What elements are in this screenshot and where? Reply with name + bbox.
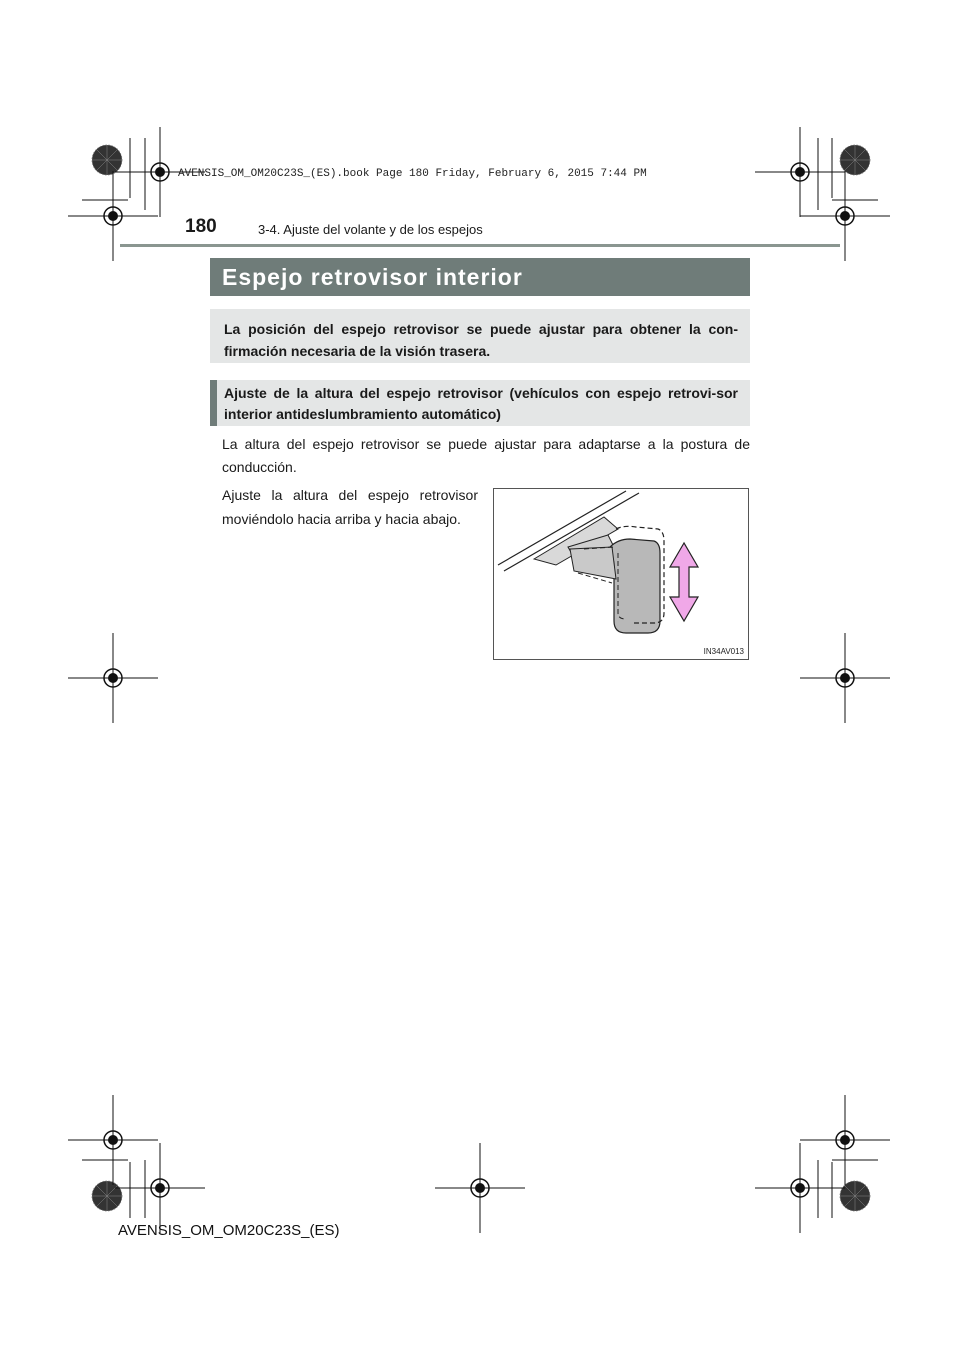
body-paragraph-1: La altura del espejo retrovisor se puede ajustar para adaptarse a la postura de conducción. bbox=[222, 436, 750, 475]
footer-document-code: AVENSIS_OM_OM20C23S_(ES) bbox=[118, 1222, 340, 1239]
body-paragraph-2: Ajuste la altura del espejo retrovisor moviéndolo hacia arriba y hacia abajo. bbox=[222, 487, 478, 527]
subheading-text: Ajuste de la altura del espejo retrovisor (vehículos con espejo retrovi-sor interior antideslumbramiento automático) bbox=[224, 385, 738, 422]
page-number: 180 bbox=[185, 216, 217, 237]
subheading-accent-bar bbox=[210, 380, 217, 426]
subheading-box bbox=[210, 380, 750, 426]
up-down-arrow-icon bbox=[670, 543, 698, 621]
book-file-info: AVENSIS_OM_OM20C23S_(ES).book Page 180 Friday, February 6, 2015 7:44 PM bbox=[178, 168, 647, 180]
mirror-adjust-figure bbox=[493, 488, 749, 660]
title-bar bbox=[210, 258, 750, 296]
intro-text: La posición del espejo retrovisor se puede ajustar para obtener la con-firmación necesaria de la visión trasera. bbox=[224, 321, 738, 359]
page-title: Espejo retrovisor interior bbox=[222, 264, 523, 290]
mirror-height-adjust-illustration bbox=[494, 489, 748, 659]
intro-box bbox=[210, 309, 750, 363]
section-header: 3-4. Ajuste del volante y de los espejos bbox=[258, 222, 483, 237]
figure-code: IN34AV013 bbox=[703, 647, 744, 656]
header-divider bbox=[120, 244, 840, 247]
